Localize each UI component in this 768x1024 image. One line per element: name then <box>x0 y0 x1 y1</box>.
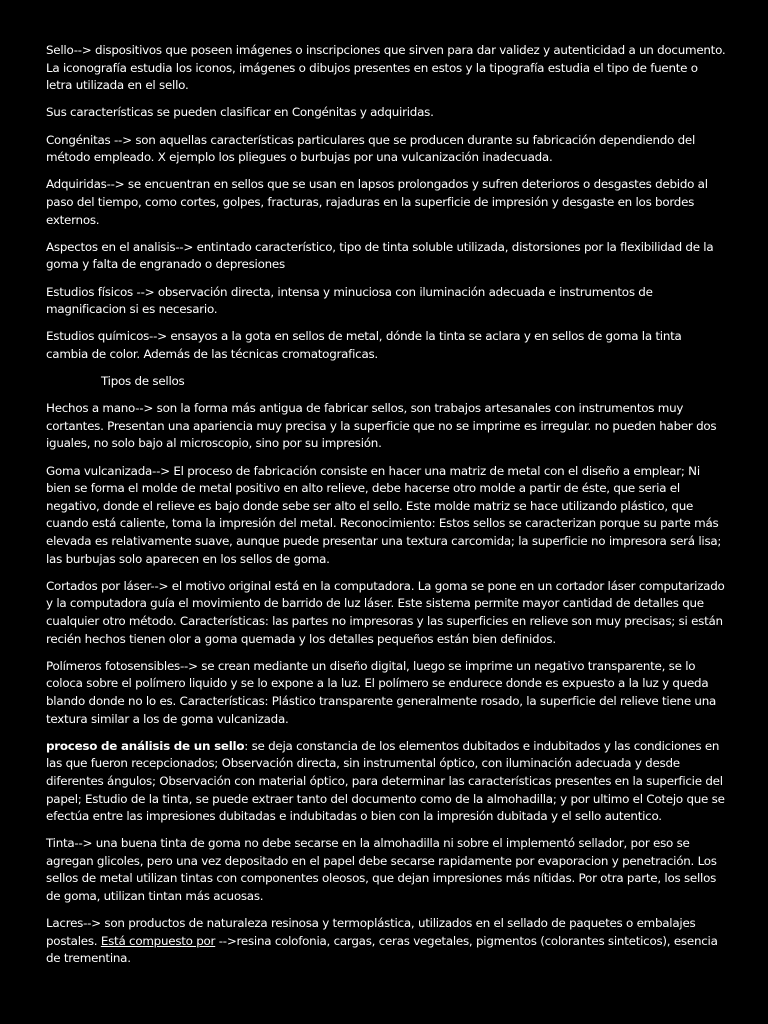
paragraph-proceso-de-analisis <box>46 738 726 826</box>
paragraph-lacres <box>46 915 726 968</box>
paragraph-hechos-a-mano: Hechos a mano--> son la forma más antigua de fabricar sellos, son trabajos artesanales con instrumentos muy cortantes. Presentan una apariencia muy precisa y la superficie que no se imprime es irregular. no pueden haber dos iguales, no solo bajo al microscopio, sino por su impresión. <box>46 401 717 451</box>
proceso-analisis-term: proceso de análisis de un sello <box>46 738 245 753</box>
paragraph-classification: Sus características se pueden clasificar en Congénitas y adquiridas. <box>46 105 434 120</box>
paragraph-aspectos-analisis: Aspectos en el analisis--> entintado característico, tipo de tinta soluble utilizada, distorsiones por la flexibilidad de la goma y falta de engranado o depresiones <box>46 239 714 272</box>
heading-tipos-de-sellos: Tipos de sellos <box>101 374 185 389</box>
paragraph-tinta: Tinta--> una buena tinta de goma no debe secarse en la almohadilla ni sobre el implementó sellador, por eso se agregan glicoles, pero una vez depositado en el papel debe secarse rapidamente por evaporacion y penetración. Los sellos de metal utilizan tintas con componentes oleosos, que dejan impresiones más nítidas. Por otra parte, los sellos de goma, utilizan tintan más acuosas. <box>46 836 717 904</box>
lacres-description-start: Lacres--> son productos de naturaleza resinosa y termoplástica, utilizados en el sellado de paquetes o embalajes postales. <box>46 916 696 948</box>
paragraph-estudios-fisicos: Estudios físicos --> observación directa, intensa y minuciosa con iluminación adecuada e instrumentos de magnificacion si es necesario. <box>46 284 653 317</box>
paragraph-cortados-por-laser: Cortados por láser--> el motivo original está en la computadora. La goma se pone en un cortador láser computarizado y la computadora guía el movimiento de barrido de luz láser. Este sistema permite mayor cantidad de detalles que cualquier otro método. Características: las partes no impresoras y las superficies en relieve son muy precisas; si están recién hechos tienen olor a goma quemada y los detalles pequeños están bien definidos. <box>46 578 725 646</box>
paragraph-congenitas: Congénitas --> son aquellas características particulares que se producen durante su fabricación dependiendo del método empleado. X ejemplo los pliegues o burbujas por una vulcanización inadecuada. <box>46 132 696 165</box>
proceso-analisis-description: : se deja constancia de los elementos dubitados e indubitados y las condiciones en las que fueron recepcionados; Observación directa, sin instrumental óptico, con iluminación adecuada y desde diferentes ángulos; Observación con material óptico, para determinar las características presentes en la superficie del papel; Estudio de la tinta, se puede extraer tanto del documento como de la almohadilla; y por ultimo el Cotejo que se efectúa entre las impresiones dubitadas e indubitadas o bien con la impresión dubitada y el sello autentico. <box>46 738 725 824</box>
document-page <box>46 42 726 978</box>
paragraph-polimeros-fotosensibles: Polímeros fotosensibles--> se crean mediante un diseño digital, luego se imprime un negativo transparente, se lo coloca sobre el polímero liquido y se lo expone a la luz. El polímero se endurece donde es expuesto a la luz y queda blando donde no lo es. Características: Plástico transparente generalmente rosado, la superficie del relieve tiene una textura similar a los de goma vulcanizada. <box>46 658 717 726</box>
paragraph-estudios-quimicos: Estudios químicos--> ensayos a la gota en sellos de metal, dónde la tinta se aclara y en sellos de goma la tinta cambia de color. Además de las técnicas cromatograficas. <box>46 329 682 361</box>
paragraph-adquiridas: Adquiridas--> se encuentran en sellos que se usan en lapsos prolongados y sufren deterioros o desgastes debido al paso del tiempo, como cortes, golpes, fracturas, rajaduras en la superficie de impresión y desgaste en los bordes externos. <box>46 177 708 227</box>
lacres-description-end: -->resina colofonia, cargas, ceras vegetales, pigmentos (colorantes sinteticos), esencia de trementina. <box>46 933 718 966</box>
lacres-underlined-phrase: Está compuesto por <box>100 933 216 948</box>
paragraph-sello-definition: Sello--> dispositivos que poseen imágenes o inscripciones que sirven para dar validez y autenticidad a un documento. La iconografía estudia los iconos, imágenes o dibujos presentes en estos y la tipografía estudia el tipo de fuente o letra utilizada en el sello. <box>46 43 726 93</box>
paragraph-goma-vulcanizada: Goma vulcanizada--> El proceso de fabricación consiste en hacer una matriz de metal con el diseño a emplear; Ni bien se forma el molde de metal positivo en alto relieve, debe hacerse otro molde a partir de éste, que seria el negativo, donde el relieve es bajo donde sebe ser alto el sello. Este molde matriz se hace utilizando plástico, que cuando está caliente, toma la impresión del metal. Reconocimiento: Estos sellos se caracterizan porque su parte más elevada es relativamente suave, aunque puede presentar una textura carcomida; la superficie no impresora será lisa; las burbujas solo aparecen en los sellos de goma. <box>46 463 722 566</box>
